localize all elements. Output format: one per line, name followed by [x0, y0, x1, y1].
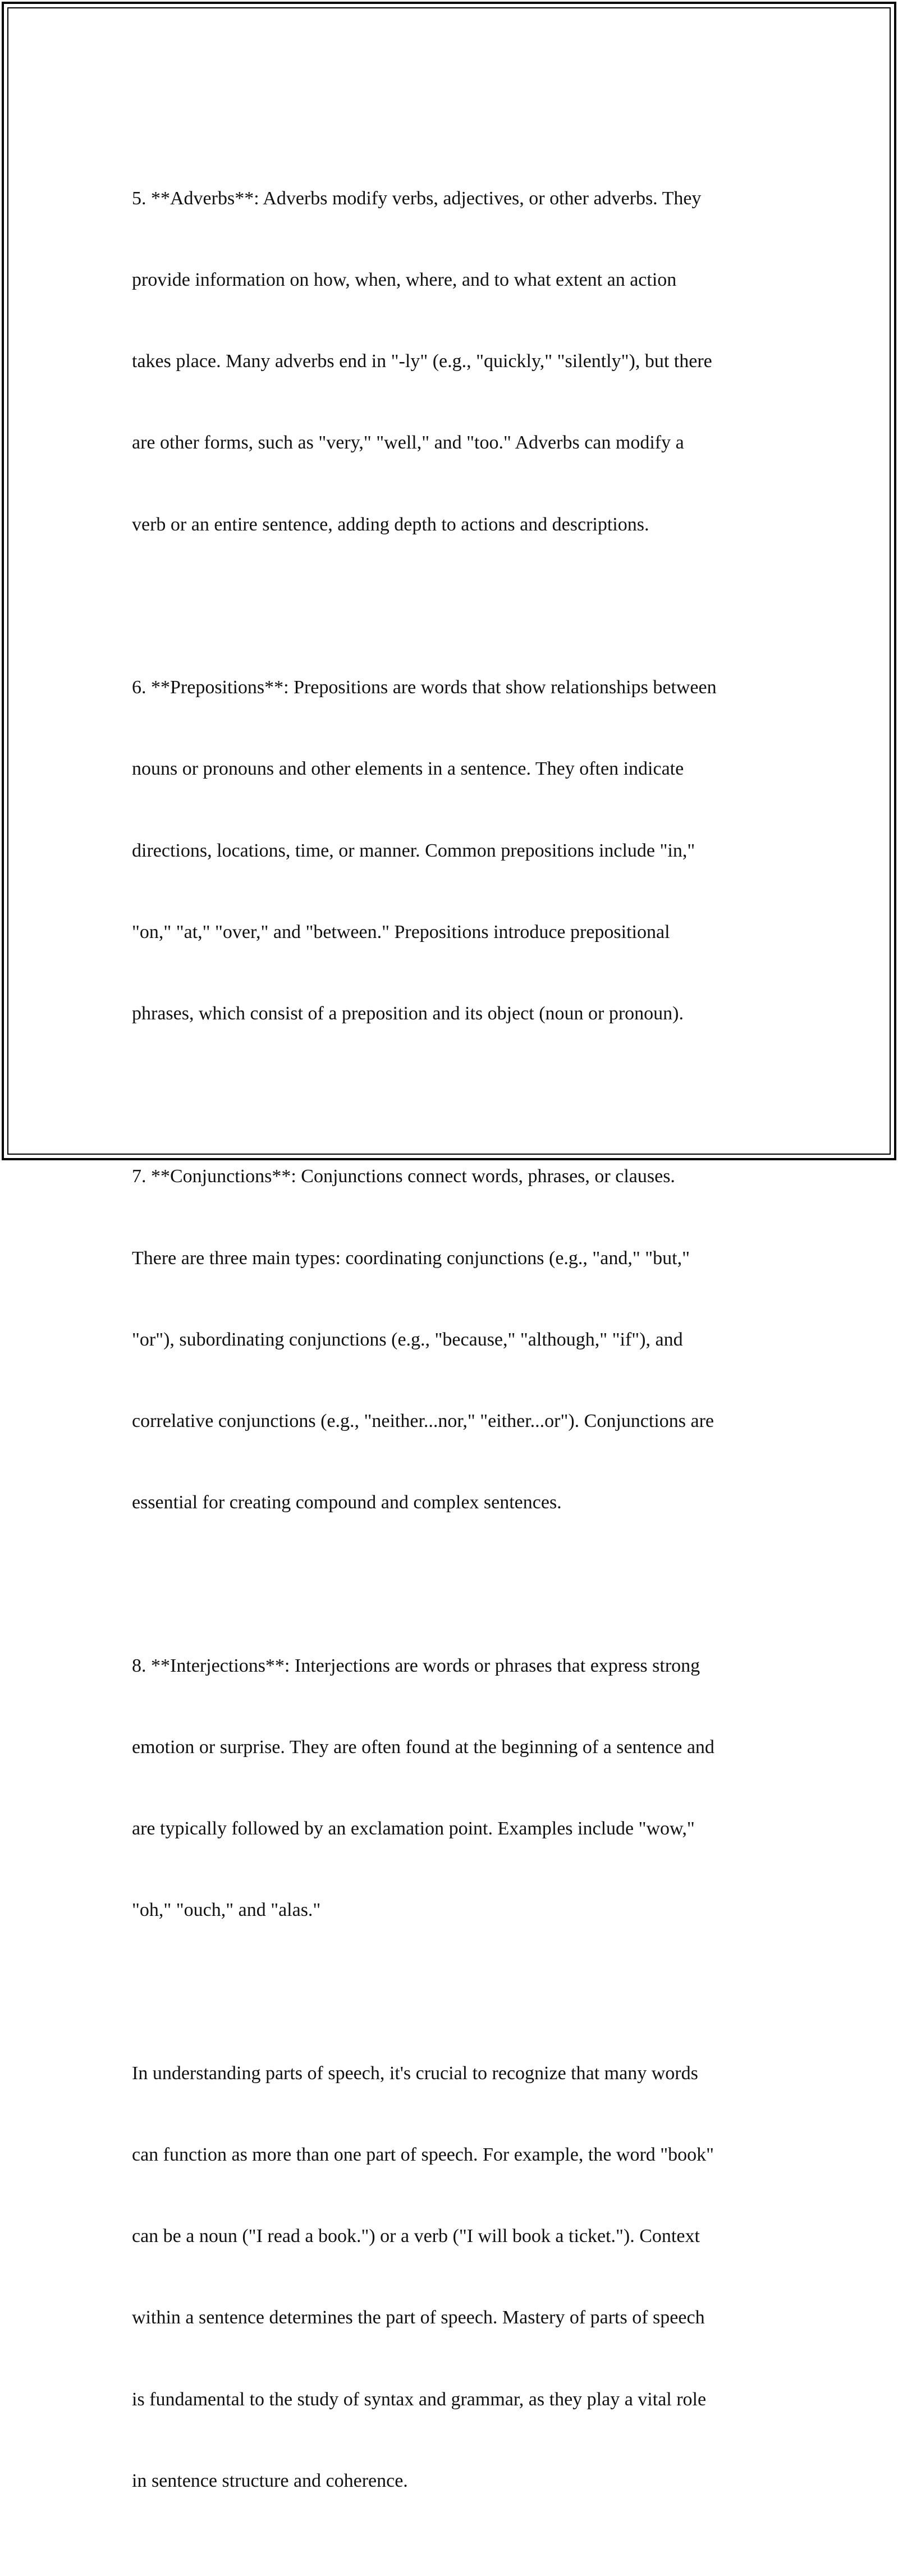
text-line: provide information on how, when, where, and to what extent an action	[132, 269, 677, 291]
text-line: within a sentence determines the part of speech. Mastery of parts of speech	[132, 2307, 705, 2328]
paragraph-adverbs	[132, 131, 769, 593]
text-line: in sentence structure and coherence.	[132, 2470, 408, 2491]
text-line: 6. **Prepositions**: Prepositions are words that show relationships between	[132, 677, 717, 698]
text-line: There are three main types: coordinating conjunctions (e.g., "and," "but,"	[132, 1247, 690, 1269]
document-body	[132, 131, 769, 2576]
text-line: "or"), subordinating conjunctions (e.g., "because," "although," "if"), and	[132, 1329, 683, 1350]
text-line: directions, locations, time, or manner. Common prepositions include "in,"	[132, 840, 695, 861]
text-line: takes place. Many adverbs end in "-ly" (e.g., "quickly," "silently"), but there	[132, 351, 712, 372]
text-line: can be a noun ("I read a book.") or a verb ("I will book a ticket."). Context	[132, 2226, 700, 2247]
text-line: verb or an entire sentence, adding depth to actions and descriptions.	[132, 514, 649, 535]
paragraph-prepositions	[132, 620, 769, 1082]
text-line: correlative conjunctions (e.g., "neither...nor," "either...or"). Conjunctions are	[132, 1411, 714, 1432]
text-line: 5. **Adverbs**: Adverbs modify verbs, adjectives, or other adverbs. They	[132, 187, 702, 209]
text-line: "oh," "ouch," and "alas."	[132, 1900, 321, 1921]
text-line: are other forms, such as "very," "well," and "too." Adverbs can modify a	[132, 432, 684, 454]
text-line: emotion or surprise. They are often found at the beginning of a sentence and	[132, 1736, 714, 1758]
text-line: essential for creating compound and complex sentences.	[132, 1492, 562, 1513]
text-line: nouns or pronouns and other elements in a sentence. They often indicate	[132, 758, 684, 780]
text-line: 8. **Interjections**: Interjections are words or phrases that express strong	[132, 1655, 700, 1676]
paragraph-interjections	[132, 1598, 769, 1979]
text-line: phrases, which consist of a preposition and its object (noun or pronoun).	[132, 1003, 684, 1024]
text-line: can function as more than one part of speech. For example, the word "book"	[132, 2144, 714, 2165]
text-line: In understanding parts of speech, it's crucial to recognize that many words	[132, 2062, 698, 2084]
text-line: 7. **Conjunctions**: Conjunctions connect words, phrases, or clauses.	[132, 1166, 675, 1187]
text-line: are typically followed by an exclamation point. Examples include "wow,"	[132, 1818, 695, 1840]
paragraph-conclusion	[132, 2006, 769, 2549]
text-line: "on," "at," "over," and "between." Prepositions introduce prepositional	[132, 921, 670, 942]
paragraph-conjunctions	[132, 1109, 769, 1571]
text-line: is fundamental to the study of syntax and grammar, as they play a vital role	[132, 2389, 707, 2410]
